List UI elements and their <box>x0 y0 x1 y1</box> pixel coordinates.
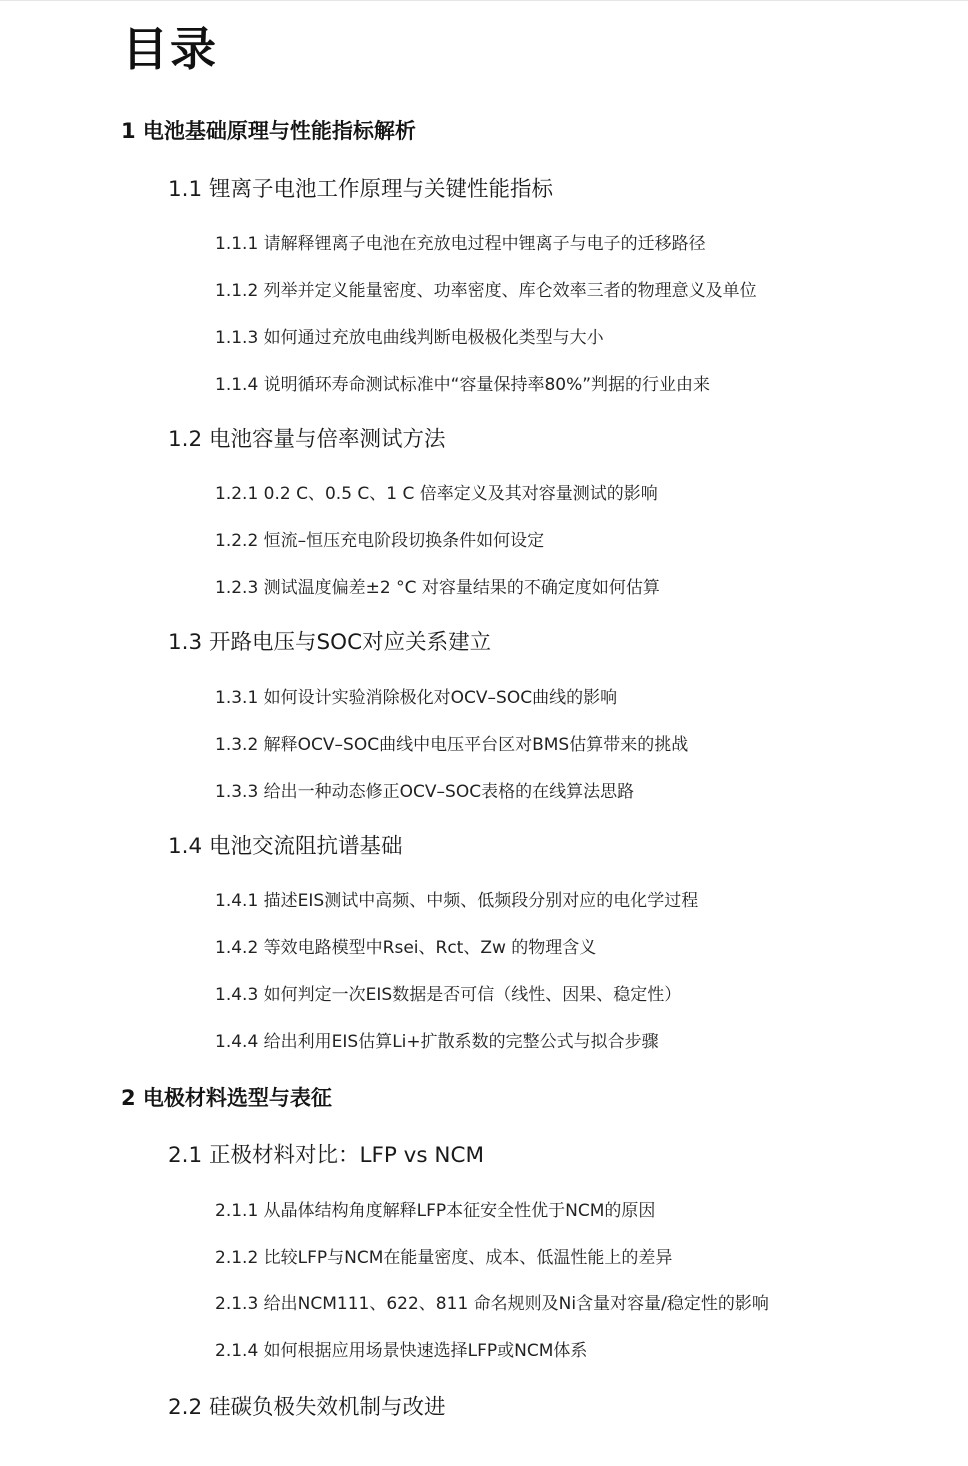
toc-chapter-1[interactable]: 1 电池基础原理与性能指标解析 <box>121 119 416 143</box>
toc-item-1-1-1[interactable]: 1.1.1 请解释锂离子电池在充放电过程中锂离子与电子的迁移路径 <box>215 234 706 254</box>
toc-item-1-3-1[interactable]: 1.3.1 如何设计实验消除极化对OCV–SOC曲线的影响 <box>215 688 618 708</box>
toc-item-1-3-3[interactable]: 1.3.3 给出一种动态修正OCV–SOC表格的在线算法思路 <box>215 782 635 802</box>
toc-item-1-2-2[interactable]: 1.2.2 恒流–恒压充电阶段切换条件如何设定 <box>215 531 545 551</box>
toc-item-1-4-4[interactable]: 1.4.4 给出利用EIS估算Li+扩散系数的完整公式与拟合步骤 <box>215 1032 659 1052</box>
toc-section-2-2[interactable]: 2.2 硅碳负极失效机制与改进 <box>168 1395 446 1420</box>
toc-section-2-1[interactable]: 2.1 正极材料对比：LFP vs NCM <box>168 1143 485 1168</box>
toc-section-1-2[interactable]: 1.2 电池容量与倍率测试方法 <box>168 427 446 452</box>
toc-item-2-1-2[interactable]: 2.1.2 比较LFP与NCM在能量密度、成本、低温性能上的差异 <box>215 1248 673 1268</box>
toc-chapter-2[interactable]: 2 电极材料选型与表征 <box>121 1086 332 1110</box>
toc-item-1-4-3[interactable]: 1.4.3 如何判定一次EIS数据是否可信（线性、因果、稳定性） <box>215 985 682 1005</box>
toc-item-1-1-4[interactable]: 1.1.4 说明循环寿命测试标准中“容量保持率80%”判据的行业由来 <box>215 375 711 395</box>
toc-item-2-1-1[interactable]: 2.1.1 从晶体结构角度解释LFP本征安全性优于NCM的原因 <box>215 1201 656 1221</box>
toc-item-1-1-2[interactable]: 1.1.2 列举并定义能量密度、功率密度、库仑效率三者的物理意义及单位 <box>215 281 757 301</box>
toc-section-1-3[interactable]: 1.3 开路电压与SOC对应关系建立 <box>168 630 492 655</box>
top-divider <box>0 0 968 1</box>
toc-item-1-2-1[interactable]: 1.2.1 0.2 C、0.5 C、1 C 倍率定义及其对容量测试的影响 <box>215 484 658 504</box>
page-title: 目录 <box>122 22 218 76</box>
toc-item-1-3-2[interactable]: 1.3.2 解释OCV–SOC曲线中电压平台区对BMS估算带来的挑战 <box>215 735 689 755</box>
toc-item-1-4-1[interactable]: 1.4.1 描述EIS测试中高频、中频、低频段分别对应的电化学过程 <box>215 891 699 911</box>
toc-item-2-1-4[interactable]: 2.1.4 如何根据应用场景快速选择LFP或NCM体系 <box>215 1341 588 1361</box>
toc-item-2-1-3[interactable]: 2.1.3 给出NCM111、622、811 命名规则及Ni含量对容量/稳定性的影响 <box>215 1294 769 1314</box>
toc-item-1-4-2[interactable]: 1.4.2 等效电路模型中Rsei、Rct、Zw 的物理含义 <box>215 938 597 958</box>
toc-item-1-1-3[interactable]: 1.1.3 如何通过充放电曲线判断电极极化类型与大小 <box>215 328 604 348</box>
toc-item-1-2-3[interactable]: 1.2.3 测试温度偏差±2 °C 对容量结果的不确定度如何估算 <box>215 578 660 598</box>
toc-section-1-4[interactable]: 1.4 电池交流阻抗谱基础 <box>168 834 403 859</box>
toc-section-1-1[interactable]: 1.1 锂离子电池工作原理与关键性能指标 <box>168 177 554 202</box>
